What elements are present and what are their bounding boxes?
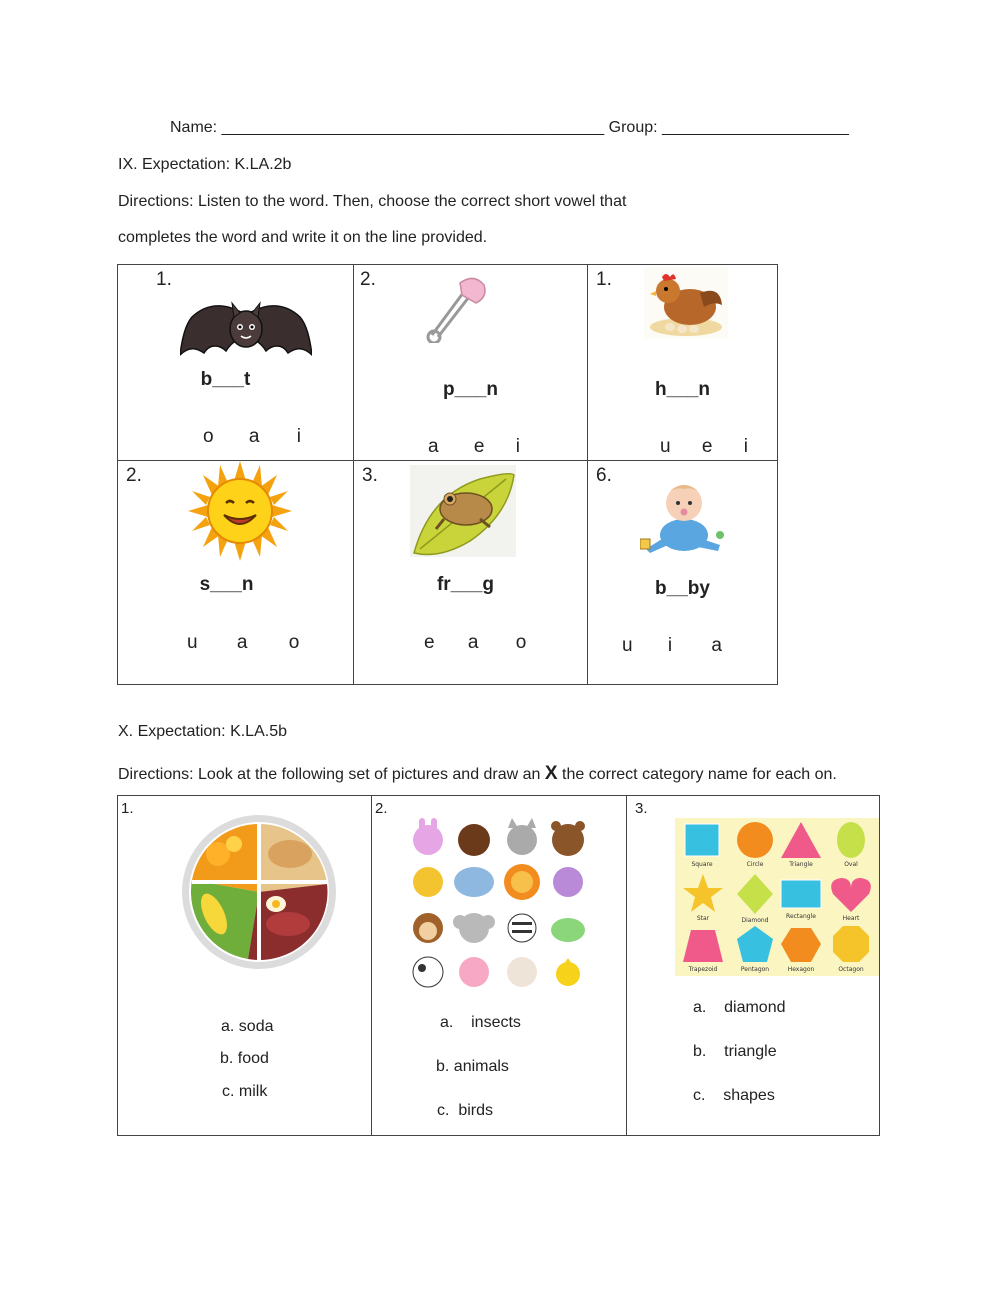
x-mark-text: X [544,763,558,784]
missing-vowel-word: s___n [199,574,254,595]
food-plate-icon [178,814,340,970]
vowel-choices [424,632,526,654]
cell-number: 2. [375,800,388,817]
category-option[interactable]: c. milk [222,1083,268,1100]
missing-vowel-word: b___t [200,369,251,390]
category-option[interactable]: a. diamond [693,999,786,1016]
vowel-option[interactable]: a [467,632,479,653]
vowel-cell-frog [353,460,588,685]
shape-label: Oval [844,861,858,868]
category-option[interactable]: a. soda [221,1018,274,1035]
vowel-option[interactable]: a [428,436,439,457]
name-group-line: Name: ___________________________________________ Group: _____________________ [170,119,849,136]
cell-number: 2. [126,465,142,486]
vowel-choices [187,632,299,654]
shapes-chart-icon [675,818,879,976]
vowel-cell-bat [117,264,354,461]
vowel-cell-hen [587,264,778,461]
missing-vowel-word: b__by [655,578,710,599]
cell-number: 1. [121,800,134,817]
vowel-cell-baby [587,460,778,685]
shape-label: Triangle [789,861,813,868]
missing-vowel-word: h___n [655,379,710,400]
shape-label: Hexagon [787,966,815,973]
category-cell-animals [371,795,627,1136]
cell-number: 1. [596,269,612,290]
shape-label: Square [691,861,713,868]
baby-icon [640,479,726,555]
sun-icon [188,461,292,561]
vowel-option[interactable]: i [667,635,673,656]
vowel-option[interactable]: o [515,632,527,653]
shape-label: Diamond [741,917,769,924]
cell-number: 3. [635,800,648,817]
vowel-option[interactable]: a [248,426,260,447]
vowel-cell-sun [117,460,354,685]
cell-number: 1. [156,269,172,290]
animal-faces-icon [408,818,592,994]
vowel-option[interactable]: u [660,436,671,457]
category-option[interactable]: c. birds [437,1102,494,1119]
frog-icon [410,465,516,557]
vowel-choices [428,436,520,458]
vowel-option[interactable]: e [701,436,713,457]
vowel-cell-pin [353,264,588,461]
missing-vowel-word: fr___g [436,574,495,595]
vowel-option[interactable]: e [473,436,485,457]
vowel-option[interactable]: o [288,632,300,653]
shape-label: Trapezoid [688,966,718,973]
cell-number: 3. [362,465,378,486]
section1-directions-line2: completes the word and write it on the line provided. [118,229,488,246]
shape-label: Heart [842,915,860,922]
vowel-option[interactable]: i [296,426,301,447]
cell-number: 6. [596,465,612,486]
vowel-option[interactable]: u [187,632,198,653]
vowel-option[interactable]: e [424,632,435,653]
bat-icon [180,295,312,365]
vowel-option[interactable]: i [743,436,748,457]
safety-pin-icon [422,273,492,343]
hen-icon [644,267,728,339]
vowel-option[interactable]: a [236,632,248,653]
directions-text: Directions: Look at the following set of pictures and draw an [118,766,545,783]
shape-label: Circle [746,861,764,868]
category-option[interactable]: c. shapes [693,1087,775,1104]
category-cell-food [117,795,372,1136]
category-option[interactable]: b. animals [436,1058,509,1075]
vowel-option[interactable]: u [622,635,633,656]
category-option[interactable]: a. insects [440,1014,521,1031]
missing-vowel-word: p___n [443,379,498,400]
shape-label: Pentagon [740,966,770,973]
cell-number: 2. [360,269,376,290]
section2-directions [118,763,837,785]
vowel-choices [660,436,748,458]
shape-label: Star [696,915,710,922]
section1-title: IX. Expectation: K.LA.2b [118,156,292,173]
vowel-option[interactable]: i [515,436,520,457]
shape-label: Octagon [838,966,864,973]
shape-label: Rectangle [786,913,816,920]
section2-title: X. Expectation: K.LA.5b [118,723,287,740]
directions-text: the correct category name for each on. [557,766,837,783]
vowel-choices [203,426,301,448]
category-cell-shapes [626,795,880,1136]
vowel-option[interactable]: o [203,426,214,447]
vowel-choices [622,635,722,657]
section1-directions-line1: Directions: Listen to the word. Then, choose the correct short vowel that [118,193,627,210]
category-option[interactable]: b. triangle [693,1043,777,1060]
category-option[interactable]: b. food [220,1050,269,1067]
vowel-option[interactable]: a [711,635,722,656]
